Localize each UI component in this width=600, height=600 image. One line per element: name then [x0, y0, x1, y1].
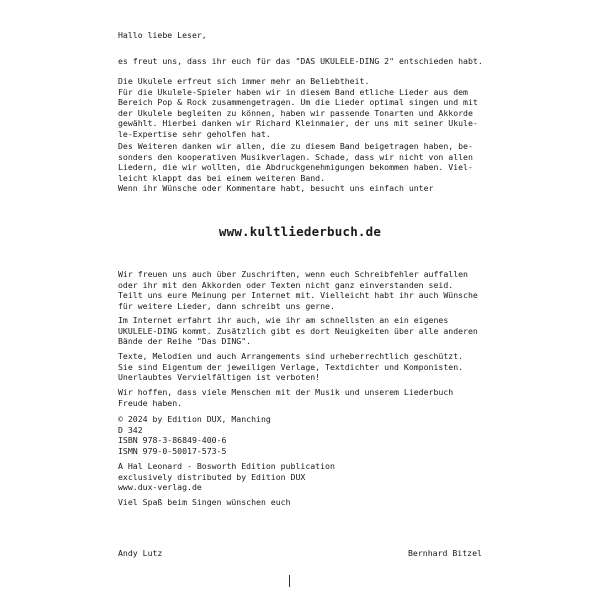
paragraph-internet: Im Internet erfahrt ihr auch, wie ihr am schnellsten an ein eigenes UKULELE-DING kommt. Zusätzlich gibt es dort Neuigkeiten über alle anderen Bände der Reihe "Das DING". [118, 315, 478, 347]
paragraph-intro: es freut uns, dass ihr euch für das "DAS UKULELE-DING 2" entschieden habt. [118, 56, 483, 66]
signature-right: Bernhard Bitzel [408, 548, 482, 558]
paragraph-feedback-invite: Wenn ihr Wünsche oder Kommentare habt, besucht uns einfach unter [118, 183, 434, 193]
closing-line: Viel Spaß beim Singen wünschen euch [118, 497, 291, 507]
paragraph-thanks: Des Weiteren danken wir allen, die zu diesem Band beigetragen haben, be- sonders den kooperativen Musikverlagen. Schade, dass wir nicht von allen Liedern, die wir wollten, die Abdruckgenehmigungen bekommen haben. Viel- leicht klappt das bei einem weiteren Band. [118, 141, 473, 183]
website-link[interactable]: www.kultliederbuch.de [218, 224, 382, 239]
paragraph-hope: Wir hoffen, dass viele Menschen mit der Musik und unserem Liederbuch Freude haben. [118, 387, 454, 408]
crop-mark [289, 575, 290, 587]
imprint-distribution: A Hal Leonard - Bosworth Edition publication exclusively distributed by Edition DUX www.dux-verlag.de [118, 461, 335, 493]
greeting: Hallo liebe Leser, [118, 30, 207, 40]
paragraph-copyright-notice: Texte, Melodien und auch Arrangements sind urheberrechtlich geschützt. Sie sind Eigentum der jeweiligen Verlage, Textdichter und Komponisten. Unerlaubtes Vervielfältigen ist verboten! [118, 351, 464, 383]
signature-left: Andy Lutz [118, 548, 163, 558]
paragraph-ukulele: Die Ukulele erfreut sich immer mehr an Beliebtheit. Für die Ukulele-Spieler haben wir in diesem Band etliche Lieder aus dem Bereich Pop & Rock zusammengetragen. Um die Lieder optimal singen und mit der Ukulele begleiten zu können, haben wir passende Tonarten und Akkorde gewählt. Hierbei danken wir Richard Kleinmaier, der uns mit seiner Ukule- le-Expertise sehr geholfen hat. [118, 76, 478, 139]
paragraph-corrections: Wir freuen uns auch über Zuschriften, wenn euch Schreibfehler auffallen oder ihr mit den Akkorden oder Texten nicht ganz einverstanden seid. Teilt uns eure Meinung per Internet mit. Vielleicht habt ihr auch Wünsche für weitere Lieder, dann schreibt uns gerne. [118, 269, 478, 311]
imprint-isbn: © 2024 by Edition DUX, Manching D 342 ISBN 978-3-86849-400-6 ISMN 979-0-50017-573-5 [118, 414, 271, 456]
